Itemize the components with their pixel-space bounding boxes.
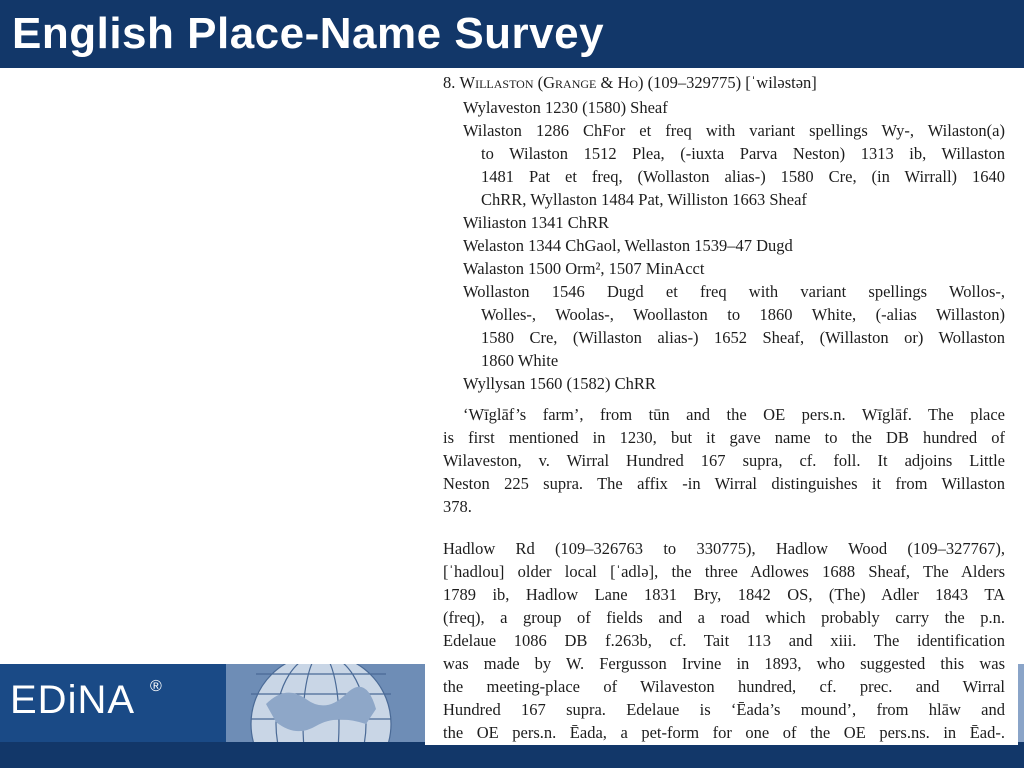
form-line: Wolles-, Woolas-, Woollaston to 1860 White, (-alias Willaston) [481, 305, 1005, 324]
sub-entry-line: the meeting-place of Wilaveston hundred, cf. prec. and Wirral [443, 677, 1005, 696]
form-line: Walaston 1500 Orm², 1507 MinAcct [463, 259, 705, 278]
registered-mark: ® [150, 678, 162, 695]
sub-entry-line: [ˈhadlou] older local [ˈadlə], the three Adlowes 1688 Sheaf, The Alders [443, 562, 1005, 581]
form-line: 1481 Pat et freq, (Wollaston alias-) 1580 Cre, (in Wirrall) 1640 [481, 167, 1005, 186]
form-line: Wyllysan 1560 (1582) ChRR [463, 374, 656, 393]
logo-text: EDiNA [10, 678, 136, 722]
entry-qualifier: (Grange & Ho) [537, 73, 644, 92]
sub-entry-line: Hadlow Rd (109–326763 to 330775), Hadlow Wood (109–327767), [443, 539, 1005, 558]
commentary-line: is first mentioned in 1230, but it gave name to the DB hundred of [443, 428, 1005, 447]
entry-heading [443, 73, 817, 93]
entry-number: 8. [443, 73, 456, 92]
commentary-line: ‘Wīglāf’s farm’, from tūn and the OE pers.n. Wīglāf. The place [463, 405, 1005, 424]
form-line: Wiliaston 1341 ChRR [463, 213, 610, 232]
form-line: Wilaston 1286 ChFor et freq with variant spellings Wy-, Wilaston(a) [463, 121, 1005, 140]
commentary-line: Neston 225 supra. The affix -in Wirral distinguishes it from Willaston [443, 474, 1005, 493]
edina-logo [0, 664, 226, 742]
globe-graphic [226, 664, 426, 742]
entry-grid-ref: (109–329775) [647, 73, 742, 92]
sub-entry-line: Hundred 167 supra. Edelaue is ‘Ēada’s mound’, from hlāw and [443, 700, 1005, 719]
band-pattern [1018, 664, 1024, 742]
form-line: 1860 White [481, 351, 559, 370]
sub-entry-line: (freq), a group of fields and a road which probably carry the p.n. [443, 608, 1005, 627]
entry-headword: Willaston [459, 73, 534, 92]
form-line: ChRR, Wyllaston 1484 Pat, Williston 1663 Sheaf [481, 190, 807, 209]
title-bar [0, 0, 1024, 68]
bottom-strip [0, 742, 1024, 768]
sub-entry-line: 1789 ib, Hadlow Lane 1831 Bry, 1842 OS, (The) Adler 1843 TA [443, 585, 1005, 604]
form-line: to Wilaston 1512 Plea, (-iuxta Parva Neston) 1313 ib, Willaston [481, 144, 1005, 163]
globe-icon [226, 664, 426, 742]
commentary-line: 378. [443, 497, 472, 516]
sub-entry-line: the OE pers.n. Ēada, a pet-form for one of the OE pers.ns. in Ēad-. [443, 723, 1005, 742]
form-line: Welaston 1344 ChGaol, Wellaston 1539–47 Dugd [463, 236, 793, 255]
form-line: 1580 Cre, (Willaston alias-) 1652 Sheaf, (Willaston or) Wollaston [481, 328, 1005, 347]
commentary-line: Wilaveston, v. Wirral Hundred 167 supra, cf. foll. It adjoins Little [443, 451, 1005, 470]
sub-entry-line: was made by W. Fergusson Irvine in 1893, who suggested this was [443, 654, 1005, 673]
form-line: Wollaston 1546 Dugd et freq with variant spellings Wollos-, [463, 282, 1005, 301]
page-title: English Place-Name Survey [12, 9, 605, 58]
scanned-page [425, 68, 1018, 745]
form-line: Wylaveston 1230 (1580) Sheaf [463, 98, 668, 117]
entry-pronunciation: [ˈwiləstən] [745, 73, 817, 92]
sub-entry-line: Edelaue 1086 DB f.263b, cf. Tait 113 and xiii. The identification [443, 631, 1005, 650]
